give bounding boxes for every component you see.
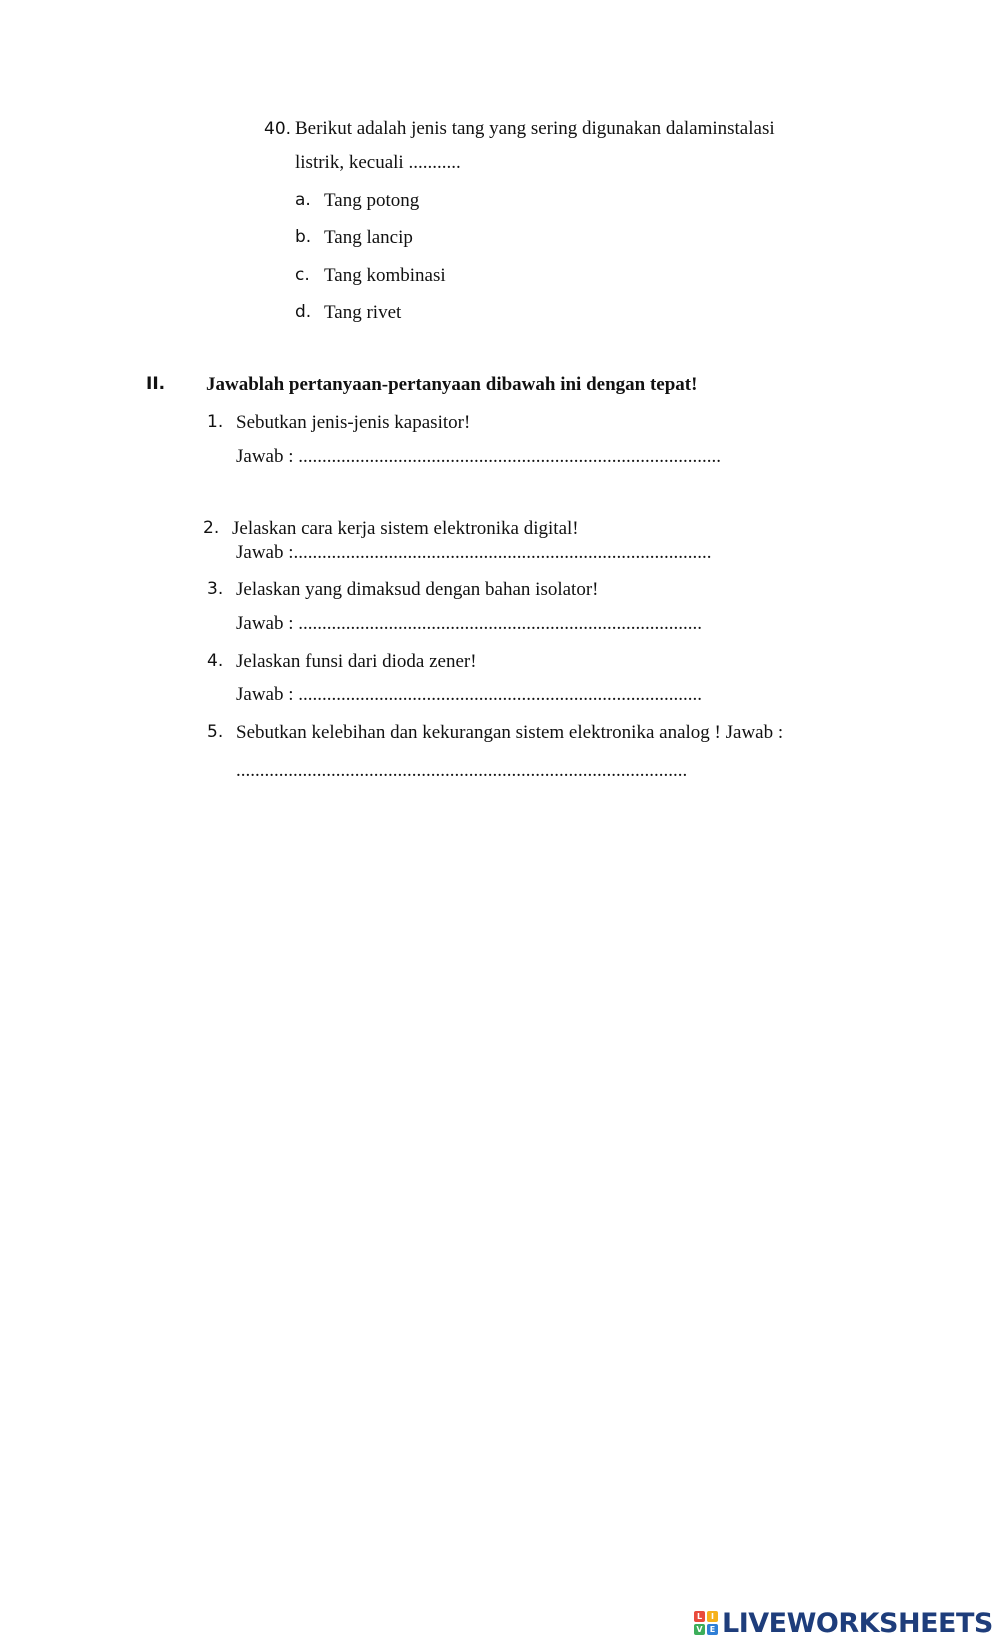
essay-question-number: 4. [207, 651, 224, 671]
section-heading: Jawablah pertanyaan-pertanyaan dibawah ini dengan tepat! [206, 374, 698, 395]
question-text-line1: Berikut adalah jenis tang yang sering digunakan dalaminstalasi [295, 118, 775, 139]
answer-field[interactable]: Jawab : ..................................................................................... [236, 613, 703, 634]
essay-question-text: Sebutkan jenis-jenis kapasitor! [236, 412, 471, 433]
logo-letter-l: L [694, 1611, 705, 1622]
option-text-d[interactable]: Tang rivet [324, 302, 402, 323]
logo-letter-i: I [707, 1611, 718, 1622]
option-text-c[interactable]: Tang kombinasi [324, 265, 446, 286]
option-letter-a: a. [295, 190, 311, 210]
essay-question-text: Jelaskan funsi dari dioda zener! [236, 651, 477, 672]
section-roman-numeral: II. [146, 374, 166, 394]
answer-field[interactable]: Jawab : ..................................................................................... [236, 684, 703, 705]
option-letter-d: d. [295, 302, 312, 322]
answer-field[interactable]: Jawab :........................................................................................ [236, 542, 712, 563]
logo-text: LIVEWORKSHEETS [722, 1607, 993, 1639]
essay-question-text: Sebutkan kelebihan dan kekurangan sistem elektronika analog ! Jawab : [236, 722, 784, 743]
logo-letter-e: E [707, 1624, 718, 1635]
option-text-b[interactable]: Tang lancip [324, 227, 413, 248]
essay-question-number: 3. [207, 579, 224, 599]
answer-field[interactable]: Jawab : ......................................................................................... [236, 446, 722, 467]
essay-question-number: 2. [203, 518, 220, 538]
option-letter-b: b. [295, 227, 312, 247]
essay-question-number: 5. [207, 722, 224, 742]
essay-question-number: 1. [207, 412, 224, 432]
liveworksheets-logo[interactable] [694, 1605, 993, 1641]
answer-field[interactable]: ............................................................................................... [236, 760, 688, 781]
essay-question-text: Jelaskan yang dimaksud dengan bahan isolator! [236, 579, 599, 600]
logo-mark-icon [694, 1611, 718, 1635]
question-text-line2: listrik, kecuali ........... [295, 152, 461, 173]
option-letter-c: c. [295, 265, 310, 285]
essay-question-text: Jelaskan cara kerja sistem elektronika digital! [232, 518, 579, 539]
logo-letter-v: V [694, 1624, 705, 1635]
question-number: 40. [264, 119, 292, 139]
option-text-a[interactable]: Tang potong [324, 190, 420, 211]
